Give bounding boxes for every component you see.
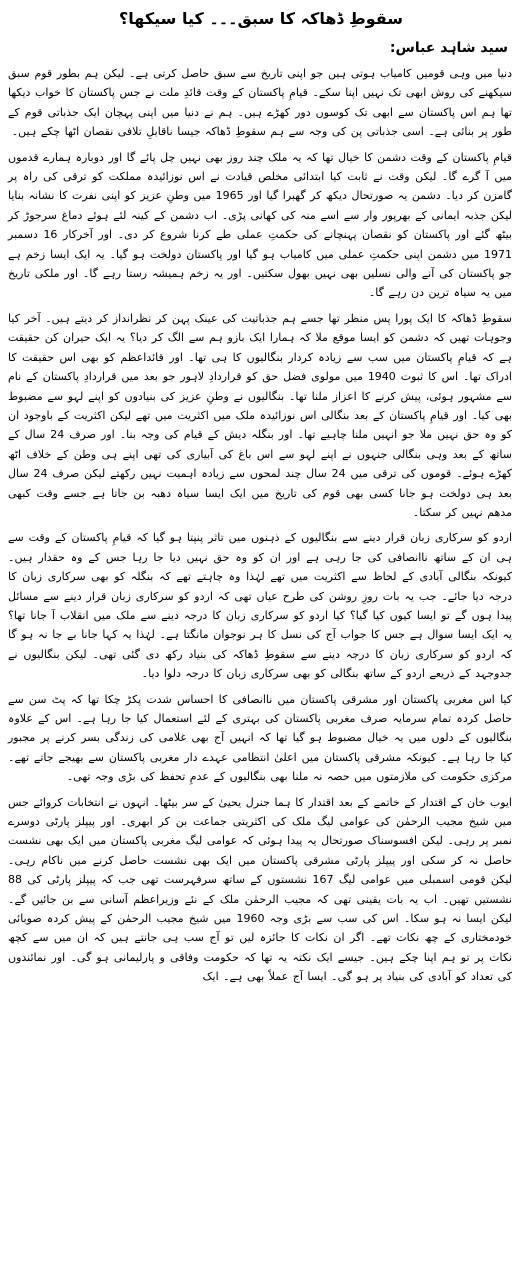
article-headline: سقوطِ ڈھاکہ کا سبق۔۔۔ کیا سیکھا؟ <box>118 9 404 28</box>
article-paragraph: ایوب خان کے اقتدار کے خاتمے کے بعد اقتدار کا ہما جنرل یحییٰ کے سر بیٹھا۔ انہوں نے انتخابات کروائے جس میں شیخ مجیب الرحمٰن کی عوامی لیگ ملک کی اکثریتی جماعت بن کر ابھری۔ اور پیپلز پارٹی دوسرے نمبر پر رہی۔ لیکن افسوسناک صورتحال یہ پیدا ہوئی کہ عوامی لیگ مغربی پاکستان میں ایک بھی نشست حاصل نہ کر سکی اور پیپلز پارٹی مشرقی پاکستان میں ایک بھی نشست حاصل کرنے میں ناکام رہی۔ لیکن قومی اسمبلی میں عوامی لیگ 167 نشستوں کے ساتھ سرفہرست تھی جب کہ پیپلز پارٹی کی 88 نشستیں تھیں۔ اب یہ بات یقینی تھی کہ مجیب الرحمٰن ملک کے نئے وزیراعظم آسانی سے بن جائیں گے۔ لیکن ایسا نہ ہو سکا۔ اس کی سب سے بڑی وجہ 1960 میں شیخ مجیب الرحمٰن کے پیش کردہ صوبائی خودمختاری کے چھ نکات تھے۔ اگر ان نکات کا جائزہ لیں تو آج سب ہی جانتے ہیں کہ ان میں سے کچھ نکات پر تو ہم اپنا چکے ہیں۔ جیسے ایک نکتہ یہ تھا کہ حکومت وفاقی و پارلیمانی ہو گی۔ اور نمائندوں کی تعداد کو آبادی کی بنیاد پر ہو گی۔ ایسا آج عملاً بھی ہے۔ ایک <box>8 795 512 984</box>
article-paragraph: دنیا میں وہی قومیں کامیاب ہوتی ہیں جو اپنی تاریخ سے سبق حاصل کرتی ہے۔ لیکن ہم بطور قوم سبق سیکھنے کی روش ابھی تک نہیں اپنا سکے۔ قیامِ پاکستان کے وقت قائدِ ملت نے جس پاکستان کا خواب دیکھا تھا ہم اس پاکستان سے ابھی تک کوسوں دور کھڑے ہیں۔ ہم نے دنیا میں اپنی پہچان ایک جذباتی قوم کے طور پر بنائی ہے۔ اسی جذباتی پن کی وجہ سے ہم سقوطِ ڈھاکہ جیسا ناقابلِ تلافی نقصان اٹھا چکے ہیں۔ <box>8 67 512 139</box>
article-body <box>0 64 522 987</box>
article-paragraph: اردو کو سرکاری زبان قرار دینے سے بنگالیوں کے ذہنوں میں تاثر پنپتا ہو گیا کہ قیامِ پاکستان کے وقت سے ہی ان کے ساتھ ناانصافی کی جا رہی ہے اور ان کو وہ حق نہیں دیا جا رہا جس کے وہ حقدار ہیں۔ کیونکہ بنگالی آبادی کے لحاظ سے اکثریت میں تھے لہٰذا وہ چاہتے تھے کہ بنگلہ کو بھی سرکاری زبان کا درجہ دیا جائے۔ جب یہ بات روزِ روشن کی طرح عیاں تھی کہ اردو کو سرکاری زبان قرار دینے سے مسائل پیدا ہوں گے تو ایسا کیوں کیا گیا؟ کیا اردو کو سرکاری زبان کا درجہ دینے سے ملک میں انقلاب آ جانا تھا؟ یہ ایک ایسا سوال ہے جس کا جواب آج کی نسل کا ہر نوجوان مانگتا ہے۔ لہٰذا یہ کہا جانا بے جا نہ ہو گا کہ اردو کو سرکاری زبان کا درجہ دینے سے سقوطِ ڈھاکہ کی بنیاد رکھ دی گئی تھی۔ لیکن بنگالیوں نے جدوجہد کے ذریعے اردو کے ساتھ بنگالی کو بھی سرکاری زبان کا درجہ دلوا دیا۔ <box>8 531 512 681</box>
author-byline: سید شاہد عباس: <box>389 40 508 56</box>
article-paragraph: قیامِ پاکستان کے وقت دشمن کا خیال تھا کہ یہ ملک چند روز بھی نہیں چل پائے گا اور دوبارہ ہمارے قدموں میں آ گرے گا۔ لیکن وقت نے ثابت کیا ابتدائی مخلص قیادت نے اس نوزائیدہ مملکت کو ترقی کی راہ پر گامزن کر دیا۔ دشمن یہ صورتحال دیکھ کر گھبرا گیا اور 1965 میں وطنِ عزیز کو اپنی نفرت کا نشانہ بنایا لیکن جذبہ ایمانی کے بھرپور وار سے اسے منہ کی کھانی پڑی۔ اب دشمن کے کینہ لئے ہوئے دماغ سرجوڑ کر بیٹھ گئے اور پاکستان کو نقصان پہنچانے کی حکمتِ عملی طے کرنا شروع کر دی۔ اور آخرکار 16 دسمبر 1971 میں دشمن اپنی حکمتِ عملی میں کامیاب ہو گیا اور پاکستان دولخت ہو گیا۔ یہ ایک ایسا زخم ہے جو پاکستان کی آنے والی نسلیں بھی نہیں بھول سکتیں۔ اور یہ زخم ہمیشہ رستا رہے گا۔ اور ملکی تاریخ میں یہ سیاہ ترین دن رہے گا۔ <box>7 150 512 300</box>
article-paragraph: سقوطِ ڈھاکہ کا ایک پورا پس منظر تھا جسے ہم جذباتیت کی عینک پہن کر نظرانداز کر دیتے ہیں۔ آخر کیا وجوہات تھیں کہ دشمن کو ایسا موقع ملا کہ ہمارا ایک بازو ہم سے الگ کر دیا؟ یہ ایک حیران کن حقیقت ہے کہ قیامِ پاکستان میں سب سے زیادہ کردار بنگالیوں کا ہی تھا۔ اور قائداعظم کو بھی اس حقیقت کا ادراک تھا۔ اس کا ثبوت 1940 میں مولوی فضل حق کو قراردادِ لاہور جو بعد میں قراردادِ پاکستان کے نام سے مشہور ہوئی، پیش کرنے کا اعزاز ملنا تھا۔ بنگالیوں نے وطنِ عزیز کی بنیادوں کو اپنے لہو سے مضبوط بھی کیا۔ اور قیامِ پاکستان کے بعد بنگالی اس نوزائیدہ ملک میں اکثریت میں تھے لیکن اکثریت کے باوجود ان کو وہ حق نہیں ملا جو انہیں ملنا چاہیے تھا۔ اور بنگلہ دیش کے قیام کی وجہ بنا۔ اور صرف 24 سال کے ساتھ کے بعد وہی بنگالی جنہوں نے اپنے لہو سے اس باغ کی آبیاری کی تھی اپنے ہی وطن کے خلاف اٹھ کھڑے ہوئے۔ قوموں کی ترقی میں 24 سال چند لمحوں سے زیادہ اہمیت نہیں رکھتے لیکن صرف 24 سال بعد ہی دولخت ہو جانا کسی بھی قوم کی تاریخ میں ایک ایسا سیاہ دھبہ بن جاتا ہے جسے وقت کبھی مدھم نہیں کر سکتا۔ <box>8 311 512 519</box>
article-paragraph: کیا اس مغربی پاکستان اور مشرقی پاکستان میں ناانصافی کا احساس شدت پکڑ چکا تھا کہ پٹ سن سے حاصل کردہ تمام سرمایہ صرف مغربی پاکستان کی بہتری کے لئے استعمال کیا جا رہا ہے۔ اس کے علاوہ بنگالیوں کے دلوں میں یہ خیال مضبوط ہو گیا تھا کہ انہیں آج بھی غلامی کی زندگی بسر کرنے پر مجبور کیا جا رہا ہے۔ کیونکہ مشرقی پاکستان میں اعلیٰ انتظامی عہدے دار مغربی پاکستان سے بھیجے جاتے تھے۔ مرکزی حکومت کی ملازمتوں میں حصہ نہ ملنا بھی بنگالیوں کے عدمِ تحفظ کی بڑی وجہ تھی۔ <box>8 692 512 784</box>
